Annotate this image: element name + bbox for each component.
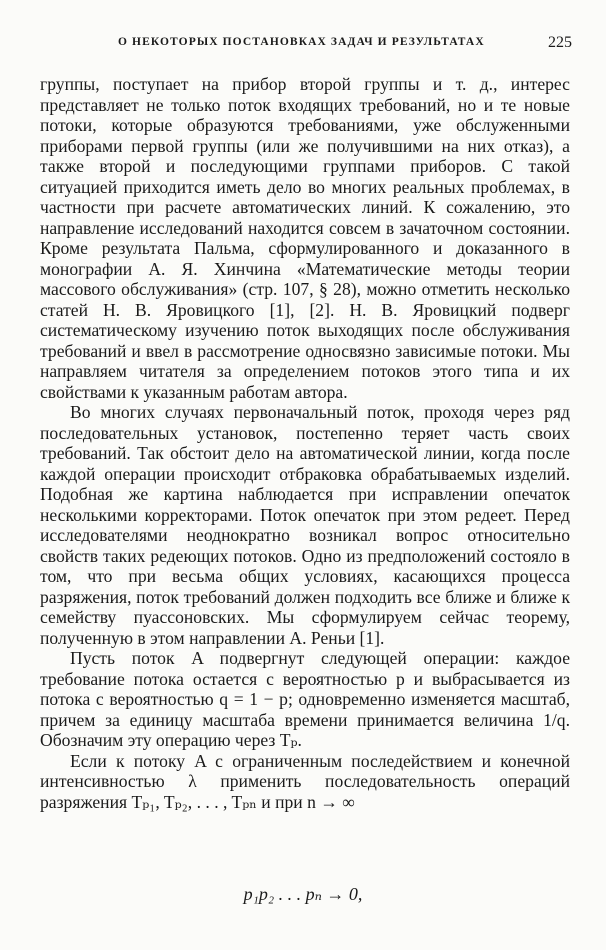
display-formula: p₁p₂ . . . pₙ → 0, [243,884,363,904]
page-number: 225 [548,34,572,51]
paragraph-theorem-condition: Если к потоку A с ограниченным последействием и конечной интенсивностью λ применить последовательность операций разряжения Tₚ₁, Tₚ₂, . . . , Tₚₙ и при n → ∞ [40,750,570,812]
body-text [40,74,570,812]
paragraph-thinning-flows: Во многих случаях первоначальный поток, проходя через ряд последовательных установок, постепенно теряет часть своих требований. Так обстоит дело на автоматической линии, когда после каждой операции происходит отбраковка обрабатываемых изделий. Подобная же картина наблюдается при исправлении опечаток несколькими корректорами. Поток опечаток при этом редеет. Перед исследователями неоднократно возникал вопрос относительно свойств таких редеющих потоков. Одно из предположений состояло в том, что при весьма общих условиях, касающихся процесса разряжения, поток требований должен подходить все ближе и ближе к семейству пуассоновских. Мы сформулируем сейчас теорему, полученную в этом направлении А. Реньи [1]. [40,402,570,648]
paragraph-operation-definition: Пусть поток A подвергнут следующей операции: каждое требование потока остается с вероятностью p и выбрасывается из потока с вероятностью q = 1 − p; одновременно изменяется масштаб, причем за единицу масштаба времени принимается величина 1/q. Обозначим эту операцию через Tₚ. [40,648,570,750]
running-title: О НЕКОТОРЫХ ПОСТАНОВКАХ ЗАДАЧ И РЕЗУЛЬТАТАХ [118,36,485,48]
running-head [0,34,606,54]
paragraph-continued: группы, поступает на прибор второй группы и т. д., интерес представляет не только поток входящих требований, но и те новые потоки, которые образуются требованиями, уже обслуженными приборами первой группы (или же получившими на них отказ), а также второй и последующими группами приборов. С такой ситуацией приходится иметь дело во многих реальных проблемах, в частности при расчете автоматических линий. К сожалению, это направление исследований находится совсем в зачаточном состоянии. Кроме результата Пальма, сформулированного и доказанного в монографии А. Я. Хинчина «Математические методы теории массового обслуживания» (стр. 107, § 28), можно отметить несколько статей Н. В. Яровицкого [1], [2]. Н. В. Яровицкий подверг систематическому изучению поток выходящих после обслуживания требований и ввел в рассмотрение односвязно зависимые потоки. Мы направляем читателя за определением потоков этого типа и их свойствами к указанным работам автора. [40,74,570,402]
